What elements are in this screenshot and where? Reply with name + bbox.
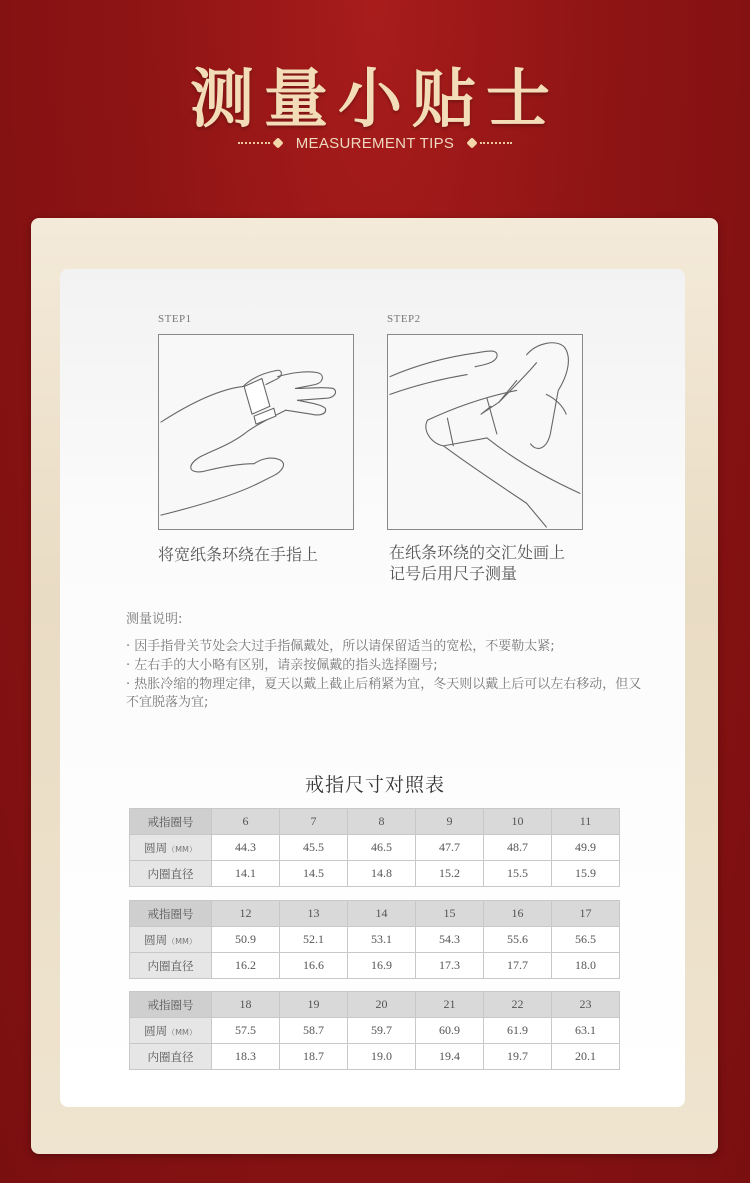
notes-list bbox=[126, 638, 646, 712]
right-ornament bbox=[468, 139, 512, 147]
table-cell: 16.6 bbox=[280, 953, 348, 979]
subtitle-row bbox=[0, 133, 750, 153]
table-cell: 18.0 bbox=[552, 953, 620, 979]
note-item: · 因手指骨关节处会大过手指佩戴处，所以请保留适当的宽松，不要勒太紧; bbox=[126, 639, 555, 654]
unit-label: （MM） bbox=[167, 844, 197, 854]
row-header: 内圈直径 bbox=[130, 861, 212, 887]
table-cell: 15.2 bbox=[416, 861, 484, 887]
table-cell: 56.5 bbox=[552, 927, 620, 953]
size-row bbox=[130, 992, 620, 1018]
diameter-row bbox=[130, 1044, 620, 1070]
table-cell: 14.8 bbox=[348, 861, 416, 887]
size-row bbox=[130, 901, 620, 927]
row-header: 圆周（MM） bbox=[130, 1018, 212, 1044]
diameter-row bbox=[130, 953, 620, 979]
diameter-row bbox=[130, 861, 620, 887]
table-cell: 15 bbox=[416, 901, 484, 927]
table-cell: 57.5 bbox=[212, 1018, 280, 1044]
table-cell: 17.3 bbox=[416, 953, 484, 979]
table-cell: 61.9 bbox=[484, 1018, 552, 1044]
table-cell: 60.9 bbox=[416, 1018, 484, 1044]
page-title: 测量小贴士 bbox=[190, 62, 560, 137]
size-table-3 bbox=[129, 991, 620, 1070]
page-subtitle: MEASUREMENT TIPS bbox=[295, 134, 455, 152]
hand-wrapped-paper-icon bbox=[158, 334, 354, 530]
step2-caption: 在纸条环绕的交汇处画上 记号后用尺子测量 bbox=[389, 543, 566, 583]
table-cell: 50.9 bbox=[212, 927, 280, 953]
notes-title: 测量说明: bbox=[126, 612, 183, 627]
table-cell: 13 bbox=[280, 901, 348, 927]
note-item: · 热胀冷缩的物理定律，夏天以戴上截止后稍紧为宜，冬天则以戴上后可以左右移动，但又不宜脱落为宜; bbox=[126, 677, 642, 710]
table-cell: 10 bbox=[484, 809, 552, 835]
table-cell: 8 bbox=[348, 809, 416, 835]
size-table-2 bbox=[129, 900, 620, 979]
circumference-row bbox=[130, 835, 620, 861]
table-cell: 11 bbox=[552, 809, 620, 835]
table-cell: 20 bbox=[348, 992, 416, 1018]
left-ornament bbox=[238, 139, 282, 147]
step1-caption: 将宽纸条环绕在手指上 bbox=[158, 545, 319, 564]
table-cell: 49.9 bbox=[552, 835, 620, 861]
table-cell: 16.9 bbox=[348, 953, 416, 979]
table-cell: 18.7 bbox=[280, 1044, 348, 1070]
table-cell: 21 bbox=[416, 992, 484, 1018]
size-table-1 bbox=[129, 808, 620, 887]
table-cell: 63.1 bbox=[552, 1018, 620, 1044]
table-cell: 58.7 bbox=[280, 1018, 348, 1044]
table-cell: 14.5 bbox=[280, 861, 348, 887]
unit-label: （MM） bbox=[167, 1027, 197, 1037]
table-cell: 48.7 bbox=[484, 835, 552, 861]
table-cell: 22 bbox=[484, 992, 552, 1018]
circumference-row bbox=[130, 1018, 620, 1044]
table-cell: 46.5 bbox=[348, 835, 416, 861]
row-header: 内圈直径 bbox=[130, 953, 212, 979]
table-cell: 18.3 bbox=[212, 1044, 280, 1070]
row-header: 内圈直径 bbox=[130, 1044, 212, 1070]
note-item: · 左右手的大小略有区别，请亲按佩戴的指头选择圈号; bbox=[126, 658, 438, 673]
table-cell: 14.1 bbox=[212, 861, 280, 887]
table-cell: 19 bbox=[280, 992, 348, 1018]
table-cell: 59.7 bbox=[348, 1018, 416, 1044]
table-cell: 15.9 bbox=[552, 861, 620, 887]
size-row bbox=[130, 809, 620, 835]
table-cell: 14 bbox=[348, 901, 416, 927]
table-cell: 17 bbox=[552, 901, 620, 927]
table-cell: 12 bbox=[212, 901, 280, 927]
row-header: 圆周（MM） bbox=[130, 927, 212, 953]
table-cell: 52.1 bbox=[280, 927, 348, 953]
table-cell: 9 bbox=[416, 809, 484, 835]
table-cell: 53.1 bbox=[348, 927, 416, 953]
table-cell: 16 bbox=[484, 901, 552, 927]
table-cell: 17.7 bbox=[484, 953, 552, 979]
table-cell: 16.2 bbox=[212, 953, 280, 979]
row-header: 圆周（MM） bbox=[130, 835, 212, 861]
row-header: 戒指圈号 bbox=[130, 992, 212, 1018]
table-cell: 15.5 bbox=[484, 861, 552, 887]
row-header: 戒指圈号 bbox=[130, 809, 212, 835]
table-cell: 7 bbox=[280, 809, 348, 835]
table-cell: 54.3 bbox=[416, 927, 484, 953]
table-cell: 44.3 bbox=[212, 835, 280, 861]
row-header: 戒指圈号 bbox=[130, 901, 212, 927]
table-cell: 55.6 bbox=[484, 927, 552, 953]
step2-label: STEP2 bbox=[387, 313, 421, 325]
table-cell: 20.1 bbox=[552, 1044, 620, 1070]
table-cell: 45.5 bbox=[280, 835, 348, 861]
table-cell: 18 bbox=[212, 992, 280, 1018]
pen-marking-finger-icon bbox=[387, 334, 583, 530]
table-cell: 19.0 bbox=[348, 1044, 416, 1070]
unit-label: （MM） bbox=[167, 936, 197, 946]
table-cell: 47.7 bbox=[416, 835, 484, 861]
table-cell: 6 bbox=[212, 809, 280, 835]
circumference-row bbox=[130, 927, 620, 953]
step1-label: STEP1 bbox=[158, 313, 192, 325]
table-cell: 23 bbox=[552, 992, 620, 1018]
table-cell: 19.4 bbox=[416, 1044, 484, 1070]
size-chart-title: 戒指尺寸对照表 bbox=[304, 774, 445, 796]
table-cell: 19.7 bbox=[484, 1044, 552, 1070]
